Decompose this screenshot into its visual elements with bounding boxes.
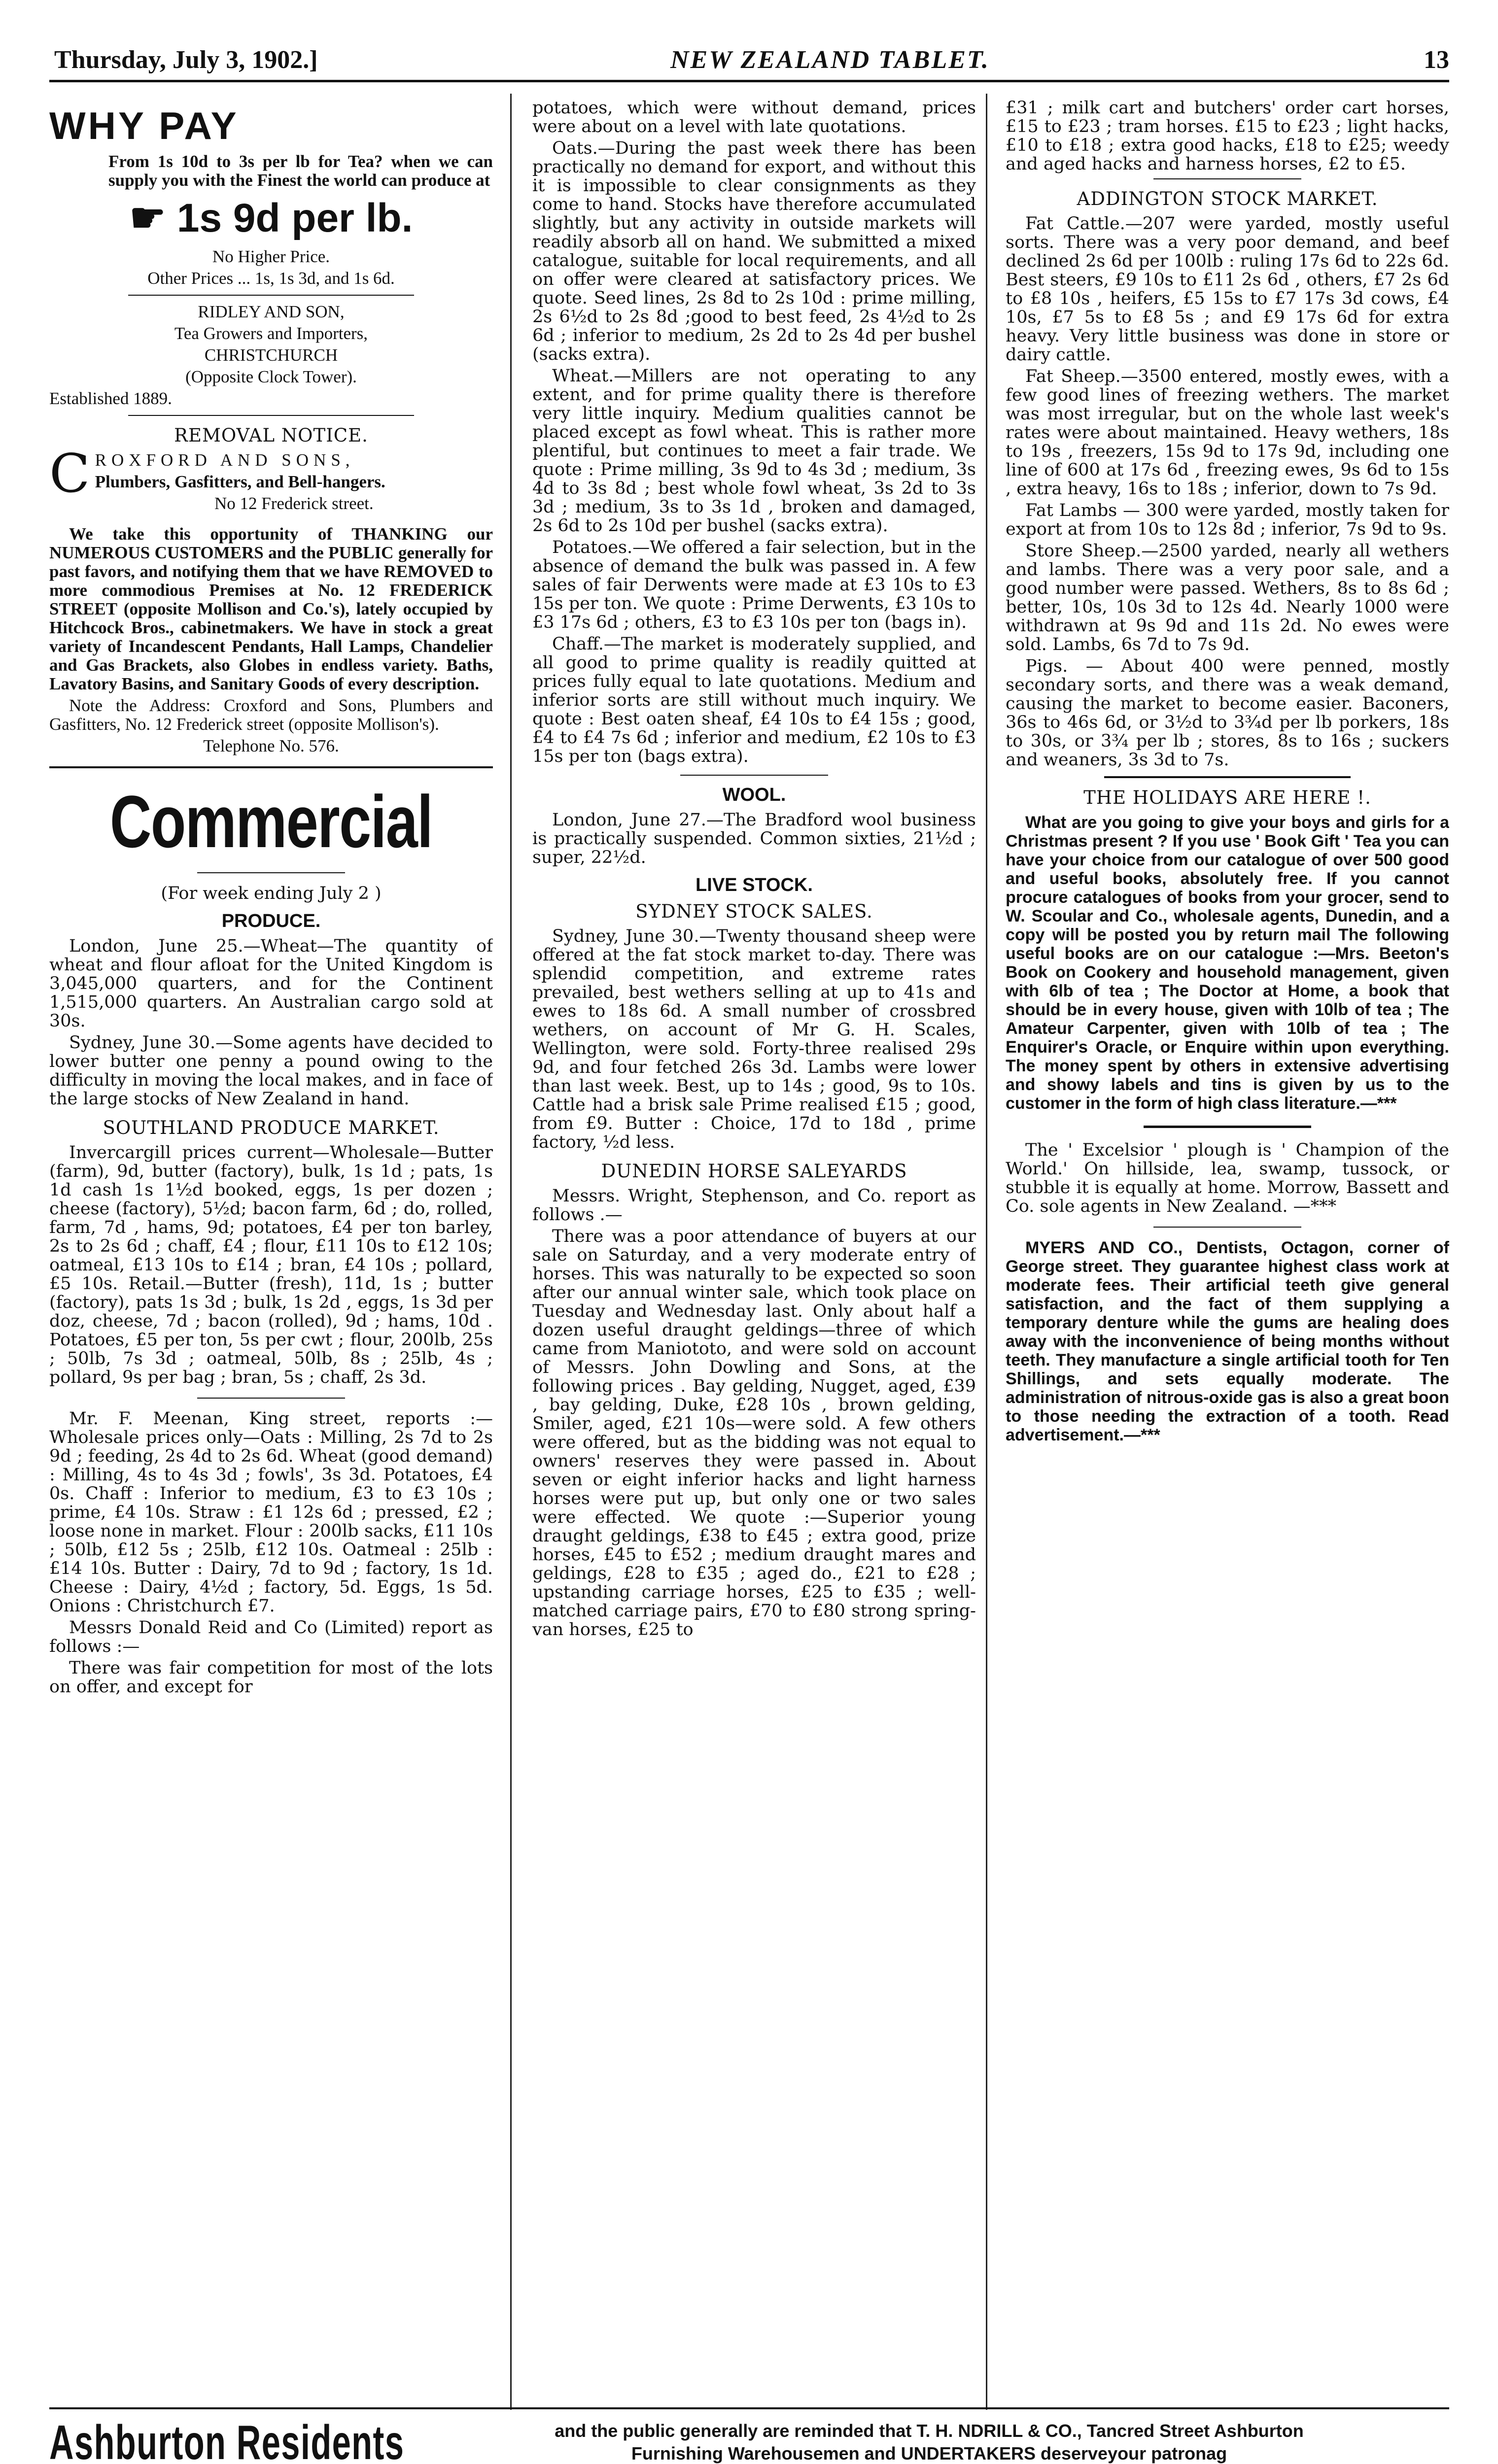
removal-trade: Plumbers, Gasfitters, and Bell-hangers. <box>95 472 385 491</box>
article-paragraph: Fat Sheep.—3500 entered, mostly ewes, with a few good lines of freezing wethers. The market was most irregular, but on the whole last week's rates were about maintained. Heavy wethers, 18s to 19s , freezers, 15s 9d to 17s 9d, including one line of 600 at 17s 6d , freezing ewes, 9s 6d to 15s , extra heavy, 16s to 18s ; inferior, down to 7s 9d. <box>1006 367 1449 499</box>
article-paragraph: There was fair competition for most of the lots on offer, and except for <box>49 1658 493 1697</box>
removal-notice <box>49 425 493 755</box>
ad-trade: Tea Growers and Importers, <box>174 324 368 343</box>
ad-price: ☛ 1s 9d per lb. <box>129 196 413 240</box>
divider <box>197 872 345 873</box>
article-paragraph: Pigs. — About 400 were penned, mostly secondary sorts, and there was a weak demand, causing the market to become easier. Baconers, 36s to 46s 6d, or 3½d to 3¾d per lb porkers, 18s to 30s, or 3¾ per lb ; stores, 8s to 16s ; suckers and weaners, 3s 3d to 7s. <box>1006 656 1449 770</box>
sydney-heading: SYDNEY STOCK SALES. <box>635 901 873 922</box>
article-paragraph: Messrs. Wright, Stephenson, and Co. report as follows .— <box>532 1186 976 1225</box>
footer-text <box>424 2420 1434 2464</box>
holidays-heading: THE HOLIDAYS ARE HERE !. <box>1083 787 1371 808</box>
removal-note: Note the Address: Croxford and Sons, Plumbers and Gasfitters, No. 12 Frederick street (opposite Mollison's). <box>49 696 493 734</box>
article-paragraph: Sydney, June 30.—Some agents have decided to lower butter one penny a pound owing to the difficulty in moving the local makes, and in face of the large stocks of New Zealand in hand. <box>49 1033 493 1109</box>
week-ending: (For week ending July 2 ) <box>161 884 382 903</box>
article-paragraph: London, June 25.—Wheat—The quantity of wheat and flour afloat for the United Kingdom is 3,045,000 quarters, and for the Continent 1,515,000 quarters. An Australian cargo sold at 30s. <box>49 936 493 1031</box>
article-paragraph: Messrs Donald Reid and Co (Limited) report as follows :— <box>49 1618 493 1656</box>
removal-firm: ROXFORD AND SONS, <box>95 450 355 470</box>
article-paragraph: Store Sheep.—2500 yarded, nearly all wethers and lambs. There was a very poor sale, and a good number were passed. Wethers, 8s to 8s 6d ; better, 10s, 10s 3d to 12s 4d. Nearly 1000 were withdrawn at 9s 9d and 11s 2d. No ewes were sold. Lambs, 6s 7d to 7s 9d. <box>1006 541 1449 654</box>
ad-firm: RIDLEY AND SON, <box>198 302 345 321</box>
header-rule <box>49 80 1449 82</box>
notice-paragraph: The ' Excelsior ' plough is ' Champion of the World.' On hillside, lea, swamp, tussock, or stubble it is equally at home. Morrow, Bassett and Co. sole agents in New Zealand. —*** <box>1006 1140 1449 1216</box>
article-paragraph: Fat Cattle.—207 were yarded, mostly useful sorts. There was a very poor demand, and beef declined 2s 6d per 100lb : ruling 17s 6d to 22s 6d. Best steers, £9 10s to £11 2s 6d , others, £7 2s 6d to £8 10s , heifers, £5 15s to £7 17s 3d cows, £4 10s, £7 5s to £8 5s ; and £9 17s 6d for extra heavy. Very little business was done in store or dairy cattle. <box>1006 214 1449 365</box>
divider <box>680 775 828 776</box>
southland-heading: SOUTHLAND PRODUCE MARKET. <box>103 1117 440 1138</box>
article-paragraph: Potatoes.—We offered a fair selection, but in the absence of demand the bulk was passed in. A few sales of fair Derwents were made at £3 10s to £3 15s per ton. We quote : Prime Derwents, £3 10s to £3 17s 6d ; others, £3 to £3 10s per ton (bags in). <box>532 538 976 632</box>
notice-paragraph: What are you going to give your boys and girls for a Christmas present ? If you use ' Book Gift ' Tea you can have your choice from our catalogue of over 500 good and useful books, absolutely free. If you cannot procure catalogues of books from your grocer, send to W. Scoular and Co., wholesale agents, Dunedin, and a copy will be posted you by return mail The following useful books are on our catalogue :—Mrs. Beeton's Book on Cookery and household management, given with 6lb of tea ; The Doctor at Home, a book that should be in every house, given with 10lb of tea ; The Amateur Carpenter, given with 10lb of tea ; The Enquirer's Oracle, or Enquire within upon everything. The money spent by others in extensive advertising and showy labels and tins is given by us to the customer in the form of high class literature.—*** <box>1006 813 1449 1113</box>
ad-no-higher: No Higher Price. <box>212 247 330 266</box>
article-paragraph: Oats.—During the past week there has been practically no demand for export, and without this it is impossible to clear consignments as they come to hand. Stocks have therefore accumulated slightly, but any activity in outside markets will readily absorb all on hand. We submitted a mixed catalogue, suitable for local requirements, and all on offer were cleared at satisfactory prices. We quote. Seed lines, 2s 8d to 2s 10d : prime milling, 2s 6½d to 2s 8d ;good to best feed, 2s 4½d to 2s 6d ; inferior to medium, 2s 2d to 2s 4d per bushel (sacks extra). <box>532 138 976 364</box>
divider <box>197 1398 345 1399</box>
addington-heading: ADDINGTON STOCK MARKET. <box>1077 188 1378 209</box>
removal-telephone: Telephone No. 576. <box>203 736 339 755</box>
footer-headline: Ashburton Residents <box>49 2415 405 2464</box>
footer-rule <box>49 2407 1449 2409</box>
column-1 <box>49 99 493 2405</box>
wool-heading: WOOL. <box>722 785 786 805</box>
article-paragraph: London, June 27.—The Bradford wool business is practically suspended. Common sixties, 21½d ; super, 22½d. <box>532 810 976 867</box>
footer-line: Furnishing Warehousemen and UNDERTAKERS deserveyour patronag <box>631 2443 1227 2464</box>
book-gift-tea-notice <box>1006 813 1449 1113</box>
dentist-notice <box>1006 1238 1449 1444</box>
ad-city: CHRISTCHURCH <box>204 345 338 365</box>
article-paragraph: potatoes, which were without demand, prices were about on a level with late quotations. <box>532 99 976 137</box>
tea-advertisement <box>49 103 493 408</box>
article-paragraph: £31 ; milk cart and butchers' order cart horses, £15 to £23 ; tram horses. £15 to £23 ; light hacks, £10 to £18 ; extra good hacks, £18 to £25; weedy and aged hacks and harness horses, £2 to £5. <box>1006 99 1449 174</box>
column-divider <box>986 94 987 2410</box>
ad-title: WHY PAY <box>49 104 239 147</box>
divider <box>1153 178 1301 179</box>
removal-address: No 12 Frederick street. <box>214 494 374 513</box>
page-number: 13 <box>1424 46 1449 74</box>
removal-title: REMOVAL NOTICE. <box>174 425 368 446</box>
notice-paragraph: MYERS AND CO., Dentists, Octagon, corner of George street. They guarantee highest class work at moderate fees. Their artificial teeth give general satisfaction, and the fact of them supplying a temporary denture while the gums are healing does away with the inconvenience of being months without teeth. They manufacture a single artificial tooth for Ten Shillings, and sets equally moderate. The administration of nitrous-oxide gas is also a great boon to those needing the extraction of a tooth. Read advertisement.—*** <box>1006 1238 1449 1444</box>
divider <box>1104 776 1351 778</box>
live-stock-heading: LIVE STOCK. <box>696 875 813 895</box>
article-paragraph: Invercargill prices current—Wholesale—Butter (farm), 9d, butter (factory), bulk, 1s 1d ; pats, 1s 1d cash 1s 1½d booked, eggs, 1s per dozen ; cheese (factory), 5½d; bacon farm, 6d ; do, rolled, farm, 7d , hams, 9d; potatoes, £4 per ton barley, 2s to 2s 6d ; chaff, £4 ; flour, £11 10s to £12 10s; oatmeal, £13 10s to £14 ; bran, £4 10s ; pollard, £5 10s. Retail.—Butter (fresh), 11d, 1s ; butter (factory), pats 1s 3d ; bulk, 1s 2d , eggs, 1s 3d per doz, cheese, 7d ; bacon (rolled), 9d ; hams, 10d . Potatoes, £5 per ton, 5s per cwt ; flour, 200lb, 25s ; 50lb, 7s 3d ; oatmeal, 50lb, 8s ; 25lb, 4s ; pollard, 9s per bag ; bran, 5s ; chaff, 2s 3d. <box>49 1143 493 1387</box>
issue-date: Thursday, July 3, 1902.] <box>54 46 318 74</box>
column-divider <box>510 94 512 2410</box>
section-rule <box>49 766 493 768</box>
ad-text: From 1s 10d to 3s per lb for Tea? when we can supply you with the Finest the world can produce at <box>108 152 493 190</box>
section-title: Commercial <box>109 780 433 863</box>
removal-body: We take this opportunity of THANKING our NUMEROUS CUSTOMERS and the PUBLIC generally for past favors, and notifying them that we have REMOVED to more commodious Premises at No. 12 FREDERICK STREET (opposite Mollison and Co.'s), lately occupied by Hitchcock Bros., cabinetmakers. We have in stock a great variety of Incandescent Pendants, Hall Lamps, Chandelier and Gas Brackets, also Globes in endless variety. Baths, Lavatory Basins, and Sanitary Goods of every description. <box>49 524 493 693</box>
column-2 <box>532 99 976 2405</box>
ad-established: Established 1889. <box>49 389 172 408</box>
drop-cap: C <box>49 443 90 505</box>
divider <box>1153 1227 1301 1228</box>
article-paragraph: Chaff.—The market is moderately supplied, and all good to prime quality is readily quitted at prices fully equal to late quotations. Medium and inferior sorts are still without much inquiry. We quote : Best oaten sheaf, £4 10s to £4 15s ; good, £4 to £4 7s 6d ; inferior and medium, £2 10s to £3 15s per ton (bags extra). <box>532 634 976 766</box>
ad-location: (Opposite Clock Tower). <box>185 367 357 386</box>
divider <box>128 295 414 296</box>
divider <box>128 415 414 416</box>
produce-heading: PRODUCE. <box>221 911 321 931</box>
article-paragraph: Mr. F. Meenan, King street, reports :—Wholesale prices only—Oats : Milling, 2s 7d to 2s 9d ; feeding, 2s 4d to 2s 6d. Wheat (good demand) : Milling, 4s to 4s 3d ; fowls', 3s 3d. Potatoes, £4 0s. Chaff : Inferior to medium, £3 to £3 10s ; prime, £4 10s. Straw : £1 12s 6d ; pressed, £2 ; loose none in market. Flour : 200lb sacks, £11 10s ; 50lb, £12 5s ; 25lb, £12 10s. Oatmeal : 25lb : £14 10s. Butter : Dairy, 7d to 9d ; factory, 1s 1d. Cheese : Dairy, 4½d ; factory, 5d. Eggs, 1s 5d. Onions : Christchurch £7. <box>49 1409 493 1616</box>
page-header <box>54 40 1449 85</box>
footer-advertisement <box>49 2415 1449 2464</box>
article-paragraph: Wheat.—Millers are not operating to any extent, and for prime quality there is therefore very little inquiry. Medium qualities cannot be placed except as fowl wheat. This is rather more plentiful, but continues to meet a fair trade. We quote : Prime milling, 3s 9d to 4s 3d ; medium, 3s 4d to 3s 8d ; best whole fowl wheat, 3s 2d to 3s 3d ; medium, 3s to 3s 1d , broken and damaged, 2s 6d to 2s 10d per bushel (sacks extra). <box>532 366 976 536</box>
article-paragraph: Fat Lambs — 300 were yarded, mostly taken for export at from 10s to 12s 8d ; inferior, 7s 9d to 9s. <box>1006 501 1449 539</box>
ad-other-prices: Other Prices ... 1s, 1s 3d, and 1s 6d. <box>147 269 395 288</box>
footer-line: and the public generally are reminded that T. H. NDRILL & CO., Tancred Street Ashburton <box>555 2421 1304 2441</box>
article-paragraph: Sydney, June 30.—Twenty thousand sheep were offered at the fat stock market to-day. There was splendid competition, and extreme rates prevailed, best wethers selling at up to 41s and ewes to 18s 6d. A small number of crossbred wethers, on account of Mr G. H. Scales, Wellington, were sold. Forty-three realised 29s 9d, and four fetched 26s 3d. Lambs were lower than last week. Best, up to 14s ; good, 9s to 10s. Cattle had a brisk sale Prime realised £15 ; good, from £9. Butter : Choice, 17d to 18d , prime factory, ½d less. <box>532 926 976 1152</box>
divider <box>1144 1126 1311 1128</box>
horse-saleyards-heading: DUNEDIN HORSE SALEYARDS <box>601 1161 907 1182</box>
column-3 <box>1006 99 1449 2405</box>
article-paragraph: There was a poor attendance of buyers at our sale on Saturday, and a very moderate entry of horses. This was naturally to be expected so soon after our annual winter sale, which took place on Tuesday and Wednesday last. Only about half a dozen useful draught geldings—three of which came from Maniototo, and were sold on account of Messrs. John Dowling and Sons, at the following prices . Bay gelding, Nugget, aged, £39 , bay gelding, Duke, £28 10s , brown gelding, Smiler, aged, £21 10s—were sold. A few others were offered, but as the bidding was not equal to owners' reserves they were passed in. About seven or eight inferior hacks and light harness horses were put up, but only one or two sales were effected. We quote :—Superior young draught geldings, £38 to £45 ; extra good, prize horses, £45 to £52 ; medium draught mares and geldings, £28 to £35 ; aged do., £21 to £28 ; upstanding carriage horses, £25 to £35 ; well-matched carriage pairs, £70 to £80 strong spring-van horses, £25 to <box>532 1227 976 1640</box>
masthead: NEW ZEALAND TABLET. <box>670 46 990 74</box>
